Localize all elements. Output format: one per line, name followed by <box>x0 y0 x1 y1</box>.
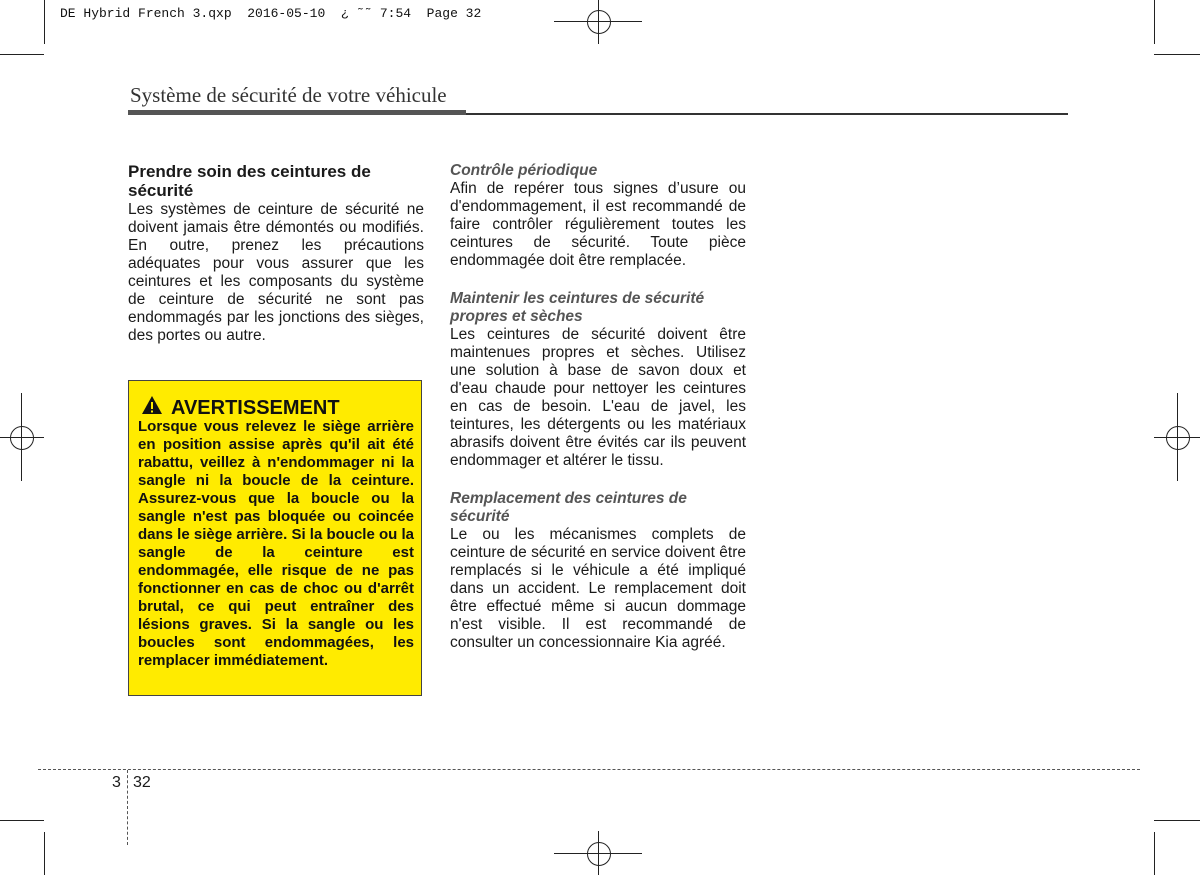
crop-mark <box>44 0 45 44</box>
footer-divider <box>127 770 128 845</box>
crop-mark <box>44 832 45 875</box>
warning-text: Lorsque vous relevez le siège arrière en position assise après qu'il ait été rabattu, veillez à n'endommager ni la sangle ni la boucle de la ceinture. Assurez-vous que la boucle ou la sangle n'est pas bloquée ou coincée dans le siège arrière. Si la boucle ou la sangle de la ceinture est endommagée, elle risque de ne pas fonctionner en cas de choc ou d'arrêt brutal, ce qui peut entraîner des lésions graves. Si la sangle ou les boucles sont endommagées, les remplacer immédiatement. <box>138 418 414 669</box>
page-number: 32 <box>133 774 151 791</box>
warning-box <box>128 380 422 696</box>
crop-mark <box>0 820 44 821</box>
page-header-title: Système de sécurité de votre véhicule <box>130 83 447 107</box>
section-body: Afin de repérer tous signes d’usure ou d'endommagement, il est recommandé de faire contrôler régulièrement toutes les ceintures de sécurité. Toute pièce endommagée doit être remplacée. <box>450 180 746 269</box>
section-heading: Maintenir les ceintures de sécurité propres et sèches <box>450 290 705 325</box>
header-rule-accent <box>128 110 466 115</box>
left-column <box>128 162 424 345</box>
section-body: Les ceintures de sécurité doivent être maintenues propres et sèches. Utilisez une solution à base de savon doux et d'eau chaude pour nettoyer les ceintures en cas de besoin. L'eau de javel, les teintures, les détergents ou les matériaux abrasifs doivent être évités car ils peuvent endommager et altérer le tissu. <box>450 326 746 469</box>
print-slug: DE Hybrid French 3.qxp 2016-05-10 ¿ ˜˜ 7:54 Page 32 <box>60 6 482 21</box>
section-body: Le ou les mécanismes complets de ceinture de sécurité en service doivent être remplacés si le véhicule a été impliqué dans un accident. Le remplacement doit être effectué même si aucun dommage n'est visible. Il est recommandé de consulter un concessionnaire Kia agréé. <box>450 526 746 651</box>
section-heading: Remplacement des ceintures de sécurité <box>450 490 687 525</box>
crop-mark <box>1154 832 1155 875</box>
crop-mark <box>1154 0 1155 44</box>
right-column <box>450 162 746 652</box>
crop-mark <box>0 54 44 55</box>
crop-mark <box>1154 54 1200 55</box>
chapter-number: 3 <box>112 774 121 791</box>
crop-mark <box>1154 820 1200 821</box>
section-heading: Prendre soin des ceintures de sécurité <box>128 162 371 200</box>
footer-rule <box>38 769 1140 770</box>
warning-title-text: AVERTISSEMENT <box>171 396 340 419</box>
section-heading: Contrôle périodique <box>450 162 598 179</box>
section-body: Les systèmes de ceinture de sécurité ne doivent jamais être démontés ou modifiés. En outre, prenez les précautions adéquates pour vous assurer que les ceintures et les composants du système de ceinture de sécurité ne sont pas endommagés par les jonctions des sièges, des portes ou autre. <box>128 201 424 344</box>
